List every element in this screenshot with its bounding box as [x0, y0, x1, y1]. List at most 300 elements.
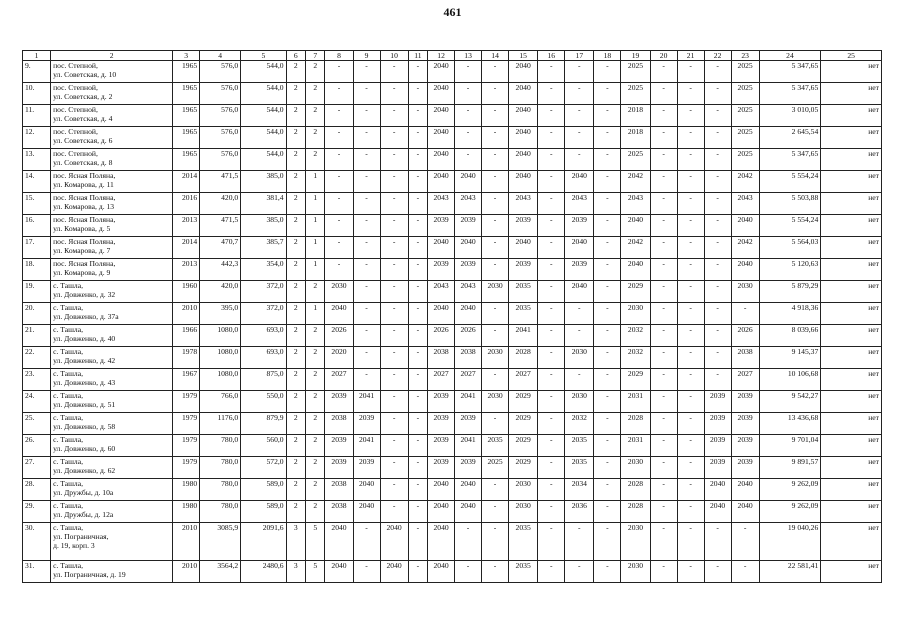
cell-col-17: -	[565, 561, 594, 583]
cell-col-15: 2029	[509, 435, 538, 457]
address-line: ул. Довженко, д. 60	[53, 444, 116, 453]
column-header-23: 23	[731, 51, 759, 61]
cell-col-3: 1967	[173, 369, 200, 391]
cell-col-21: -	[677, 237, 704, 259]
address-cell	[51, 369, 173, 391]
cell-col-12: 2043	[428, 281, 455, 303]
cell-col-24: 10 106,68	[759, 369, 821, 391]
cell-col-5: 385,7	[241, 237, 286, 259]
cell-col-14: -	[482, 561, 509, 583]
cell-col-6: 2	[286, 281, 305, 303]
cell-col-8: 2040	[325, 523, 353, 561]
cell-col-5: 544,0	[241, 105, 286, 127]
cell-col-12: 2040	[428, 83, 455, 105]
table-row	[23, 83, 882, 105]
cell-col-23: 2025	[731, 105, 759, 127]
address-line: с. Ташла,	[53, 391, 83, 400]
cell-col-13: 2039	[455, 259, 482, 281]
cell-col-18: -	[594, 435, 621, 457]
cell-col-3: 2014	[173, 237, 200, 259]
cell-col-1: 25.	[23, 413, 51, 435]
cell-col-15: 2027	[509, 369, 538, 391]
cell-col-23: 2040	[731, 259, 759, 281]
address-line: с. Ташла,	[53, 523, 83, 532]
cell-col-7: 2	[306, 149, 325, 171]
cell-col-17: 2040	[565, 237, 594, 259]
cell-col-21: -	[677, 83, 704, 105]
cell-col-5: 2480,6	[241, 561, 286, 583]
cell-col-20: -	[650, 369, 677, 391]
cell-col-21: -	[677, 259, 704, 281]
column-header-10: 10	[380, 51, 408, 61]
cell-col-5: 385,0	[241, 171, 286, 193]
cell-col-19: 2028	[621, 501, 650, 523]
cell-col-7: 1	[306, 303, 325, 325]
cell-col-25: нет	[821, 171, 882, 193]
cell-col-8: 2040	[325, 561, 353, 583]
cell-col-7: 2	[306, 127, 325, 149]
cell-col-16: -	[538, 83, 565, 105]
cell-col-22: -	[704, 83, 731, 105]
cell-col-20: -	[650, 413, 677, 435]
cell-col-25: нет	[821, 281, 882, 303]
cell-col-8: -	[325, 149, 353, 171]
cell-col-16: -	[538, 435, 565, 457]
cell-col-21: -	[677, 347, 704, 369]
cell-col-21: -	[677, 325, 704, 347]
cell-col-6: 2	[286, 61, 305, 83]
cell-col-10: -	[380, 325, 408, 347]
cell-col-25: нет	[821, 127, 882, 149]
cell-col-8: -	[325, 83, 353, 105]
cell-col-6: 2	[286, 435, 305, 457]
cell-col-10: -	[380, 127, 408, 149]
cell-col-20: -	[650, 127, 677, 149]
cell-col-8: 2038	[325, 479, 353, 501]
cell-col-9: -	[353, 237, 380, 259]
cell-col-23: 2026	[731, 325, 759, 347]
cell-col-8: 2040	[325, 303, 353, 325]
cell-col-5: 560,0	[241, 435, 286, 457]
address-cell	[51, 479, 173, 501]
cell-col-1: 29.	[23, 501, 51, 523]
cell-col-24: 9 262,09	[759, 501, 821, 523]
cell-col-16: -	[538, 413, 565, 435]
cell-col-17: -	[565, 105, 594, 127]
cell-col-7: 2	[306, 347, 325, 369]
address-line: ул. Советская, д. 2	[53, 92, 113, 101]
cell-col-1: 12.	[23, 127, 51, 149]
cell-col-8: 2039	[325, 457, 353, 479]
cell-col-20: -	[650, 171, 677, 193]
cell-col-12: 2027	[428, 369, 455, 391]
cell-col-6: 2	[286, 347, 305, 369]
cell-col-9: -	[353, 83, 380, 105]
cell-col-21: -	[677, 61, 704, 83]
cell-col-9: -	[353, 193, 380, 215]
cell-col-18: -	[594, 325, 621, 347]
table-row	[23, 435, 882, 457]
cell-col-24: 9 145,37	[759, 347, 821, 369]
cell-col-23: 2039	[731, 457, 759, 479]
cell-col-14: -	[482, 501, 509, 523]
cell-col-5: 385,0	[241, 215, 286, 237]
cell-col-16: -	[538, 457, 565, 479]
cell-col-5: 544,0	[241, 83, 286, 105]
cell-col-24: 8 039,66	[759, 325, 821, 347]
column-header-18: 18	[594, 51, 621, 61]
cell-col-23: 2040	[731, 479, 759, 501]
cell-col-19: 2031	[621, 435, 650, 457]
cell-col-13: 2040	[455, 237, 482, 259]
cell-col-15: 2035	[509, 281, 538, 303]
address-cell	[51, 303, 173, 325]
cell-col-7: 1	[306, 193, 325, 215]
address-line: с. Ташла,	[53, 561, 83, 570]
cell-col-18: -	[594, 303, 621, 325]
address-line: ул. Пограничная,	[53, 532, 109, 541]
cell-col-17: 2040	[565, 171, 594, 193]
cell-col-22: -	[704, 369, 731, 391]
cell-col-4: 780,0	[200, 435, 241, 457]
cell-col-25: нет	[821, 61, 882, 83]
cell-col-20: -	[650, 105, 677, 127]
table-row	[23, 391, 882, 413]
cell-col-14: -	[482, 83, 509, 105]
cell-col-23: 2039	[731, 413, 759, 435]
cell-col-22: -	[704, 149, 731, 171]
cell-col-10: -	[380, 61, 408, 83]
cell-col-6: 3	[286, 523, 305, 561]
cell-col-6: 2	[286, 259, 305, 281]
address-cell	[51, 281, 173, 303]
cell-col-19: 2031	[621, 391, 650, 413]
cell-col-14: -	[482, 193, 509, 215]
cell-col-24: 4 918,36	[759, 303, 821, 325]
cell-col-20: -	[650, 61, 677, 83]
cell-col-22: -	[704, 237, 731, 259]
cell-col-12: 2040	[428, 303, 455, 325]
cell-col-5: 693,0	[241, 347, 286, 369]
address-line: с. Ташла,	[53, 479, 83, 488]
address-line: пос. Степной,	[53, 61, 98, 70]
cell-col-9: -	[353, 281, 380, 303]
cell-col-19: 2028	[621, 479, 650, 501]
cell-col-11: -	[408, 149, 427, 171]
cell-col-7: 2	[306, 61, 325, 83]
table-row	[23, 171, 882, 193]
cell-col-14: -	[482, 105, 509, 127]
cell-col-20: -	[650, 391, 677, 413]
cell-col-13: -	[455, 561, 482, 583]
cell-col-11: -	[408, 303, 427, 325]
cell-col-13: 2039	[455, 215, 482, 237]
cell-col-22: 2039	[704, 391, 731, 413]
cell-col-8: -	[325, 259, 353, 281]
cell-col-8: 2026	[325, 325, 353, 347]
address-cell	[51, 193, 173, 215]
cell-col-4: 766,0	[200, 391, 241, 413]
cell-col-7: 2	[306, 413, 325, 435]
column-header-15: 15	[509, 51, 538, 61]
cell-col-12: 2040	[428, 237, 455, 259]
cell-col-5: 354,0	[241, 259, 286, 281]
cell-col-12: 2038	[428, 347, 455, 369]
cell-col-4: 442,3	[200, 259, 241, 281]
cell-col-15: 2040	[509, 237, 538, 259]
cell-col-16: -	[538, 281, 565, 303]
cell-col-15: 2039	[509, 215, 538, 237]
cell-col-20: -	[650, 83, 677, 105]
cell-col-23: 2039	[731, 391, 759, 413]
cell-col-1: 16.	[23, 215, 51, 237]
cell-col-4: 576,0	[200, 105, 241, 127]
cell-col-6: 2	[286, 501, 305, 523]
address-line: пос. Ясная Поляна,	[53, 237, 116, 246]
cell-col-11: -	[408, 435, 427, 457]
cell-col-25: нет	[821, 369, 882, 391]
cell-col-25: нет	[821, 303, 882, 325]
cell-col-11: -	[408, 171, 427, 193]
cell-col-8: -	[325, 127, 353, 149]
cell-col-24: 5 120,63	[759, 259, 821, 281]
cell-col-15: 2040	[509, 149, 538, 171]
cell-col-6: 2	[286, 215, 305, 237]
cell-col-14: -	[482, 523, 509, 561]
cell-col-19: 2042	[621, 171, 650, 193]
cell-col-18: -	[594, 391, 621, 413]
cell-col-7: 2	[306, 325, 325, 347]
table-row	[23, 105, 882, 127]
cell-col-12: 2039	[428, 413, 455, 435]
cell-col-22: 2039	[704, 435, 731, 457]
table-row	[23, 303, 882, 325]
address-line: пос. Ясная Поляна,	[53, 193, 116, 202]
cell-col-24: 9 542,27	[759, 391, 821, 413]
cell-col-4: 1080,0	[200, 369, 241, 391]
cell-col-11: -	[408, 413, 427, 435]
cell-col-10: -	[380, 457, 408, 479]
cell-col-9: 2039	[353, 457, 380, 479]
cell-col-11: -	[408, 105, 427, 127]
address-line: ул. Комарова, д. 9	[53, 268, 111, 277]
cell-col-6: 2	[286, 369, 305, 391]
address-line: ул. Советская, д. 6	[53, 136, 113, 145]
address-cell	[51, 501, 173, 523]
cell-col-3: 2010	[173, 561, 200, 583]
cell-col-9: 2040	[353, 501, 380, 523]
cell-col-3: 1960	[173, 281, 200, 303]
cell-col-4: 576,0	[200, 127, 241, 149]
cell-col-1: 22.	[23, 347, 51, 369]
cell-col-12: 2040	[428, 105, 455, 127]
cell-col-17: -	[565, 61, 594, 83]
cell-col-20: -	[650, 435, 677, 457]
cell-col-8: -	[325, 193, 353, 215]
column-header-24: 24	[759, 51, 821, 61]
cell-col-9: -	[353, 369, 380, 391]
cell-col-10: -	[380, 347, 408, 369]
cell-col-10: -	[380, 83, 408, 105]
cell-col-23: 2040	[731, 215, 759, 237]
cell-col-24: 5 564,03	[759, 237, 821, 259]
cell-col-7: 2	[306, 105, 325, 127]
address-line: ул. Дружбы, д. 12а	[53, 510, 114, 519]
cell-col-12: 2026	[428, 325, 455, 347]
cell-col-3: 1965	[173, 149, 200, 171]
cell-col-10: -	[380, 501, 408, 523]
cell-col-19: 2030	[621, 561, 650, 583]
cell-col-4: 395,0	[200, 303, 241, 325]
address-cell	[51, 347, 173, 369]
address-line: пос. Ясная Поляна,	[53, 215, 116, 224]
cell-col-20: -	[650, 193, 677, 215]
cell-col-3: 1978	[173, 347, 200, 369]
cell-col-10: 2040	[380, 523, 408, 561]
cell-col-3: 1965	[173, 127, 200, 149]
address-line: с. Ташла,	[53, 413, 83, 422]
cell-col-23: 2042	[731, 237, 759, 259]
cell-col-17: -	[565, 303, 594, 325]
cell-col-12: 2039	[428, 391, 455, 413]
cell-col-11: -	[408, 237, 427, 259]
cell-col-8: 2039	[325, 435, 353, 457]
cell-col-17: 2036	[565, 501, 594, 523]
column-header-9: 9	[353, 51, 380, 61]
cell-col-17: 2030	[565, 347, 594, 369]
cell-col-14: 2030	[482, 281, 509, 303]
cell-col-14: -	[482, 369, 509, 391]
address-line: ул. Комарова, д. 11	[53, 180, 114, 189]
cell-col-19: 2025	[621, 83, 650, 105]
cell-col-24: 13 436,68	[759, 413, 821, 435]
cell-col-13: 2039	[455, 457, 482, 479]
cell-col-21: -	[677, 215, 704, 237]
cell-col-6: 2	[286, 237, 305, 259]
address-cell	[51, 391, 173, 413]
cell-col-7: 2	[306, 435, 325, 457]
cell-col-13: 2040	[455, 303, 482, 325]
cell-col-6: 2	[286, 303, 305, 325]
address-line: ул. Довженко, д. 40	[53, 334, 116, 343]
cell-col-5: 381,4	[241, 193, 286, 215]
cell-col-7: 2	[306, 281, 325, 303]
address-line: ул. Довженко, д. 43	[53, 378, 116, 387]
cell-col-18: -	[594, 83, 621, 105]
cell-col-4: 780,0	[200, 457, 241, 479]
cell-col-25: нет	[821, 435, 882, 457]
cell-col-6: 2	[286, 171, 305, 193]
cell-col-21: -	[677, 303, 704, 325]
cell-col-15: 2040	[509, 83, 538, 105]
address-line: пос. Степной,	[53, 83, 98, 92]
cell-col-19: 2025	[621, 61, 650, 83]
cell-col-15: 2040	[509, 171, 538, 193]
cell-col-11: -	[408, 523, 427, 561]
cell-col-17: 2040	[565, 281, 594, 303]
cell-col-22: -	[704, 61, 731, 83]
address-cell	[51, 435, 173, 457]
cell-col-7: 2	[306, 369, 325, 391]
cell-col-18: -	[594, 413, 621, 435]
table-row	[23, 369, 882, 391]
cell-col-9: 2040	[353, 479, 380, 501]
cell-col-4: 3564,2	[200, 561, 241, 583]
cell-col-12: 2040	[428, 61, 455, 83]
cell-col-8: -	[325, 215, 353, 237]
cell-col-18: -	[594, 215, 621, 237]
table-row	[23, 215, 882, 237]
cell-col-3: 1979	[173, 435, 200, 457]
cell-col-11: -	[408, 127, 427, 149]
cell-col-22: -	[704, 171, 731, 193]
cell-col-8: 2027	[325, 369, 353, 391]
cell-col-19: 2025	[621, 149, 650, 171]
address-cell	[51, 325, 173, 347]
cell-col-3: 2010	[173, 303, 200, 325]
cell-col-20: -	[650, 347, 677, 369]
address-cell	[51, 127, 173, 149]
cell-col-23: -	[731, 523, 759, 561]
cell-col-18: -	[594, 149, 621, 171]
cell-col-16: -	[538, 325, 565, 347]
cell-col-10: -	[380, 149, 408, 171]
cell-col-13: -	[455, 149, 482, 171]
cell-col-4: 576,0	[200, 61, 241, 83]
table-row	[23, 457, 882, 479]
cell-col-23: 2040	[731, 501, 759, 523]
cell-col-1: 11.	[23, 105, 51, 127]
cell-col-21: -	[677, 105, 704, 127]
table-row	[23, 259, 882, 281]
cell-col-8: 2030	[325, 281, 353, 303]
cell-col-8: 2038	[325, 413, 353, 435]
cell-col-23: 2025	[731, 61, 759, 83]
cell-col-6: 2	[286, 83, 305, 105]
cell-col-7: 1	[306, 171, 325, 193]
cell-col-1: 13.	[23, 149, 51, 171]
cell-col-23: 2043	[731, 193, 759, 215]
cell-col-9: -	[353, 149, 380, 171]
cell-col-18: -	[594, 105, 621, 127]
cell-col-3: 1980	[173, 501, 200, 523]
cell-col-11: -	[408, 259, 427, 281]
cell-col-15: 2035	[509, 561, 538, 583]
cell-col-25: нет	[821, 501, 882, 523]
cell-col-11: -	[408, 457, 427, 479]
cell-col-25: нет	[821, 193, 882, 215]
cell-col-10: -	[380, 259, 408, 281]
column-header-16: 16	[538, 51, 565, 61]
cell-col-5: 875,0	[241, 369, 286, 391]
cell-col-9: -	[353, 61, 380, 83]
cell-col-18: -	[594, 127, 621, 149]
cell-col-6: 2	[286, 127, 305, 149]
cell-col-9: 2041	[353, 435, 380, 457]
cell-col-13: -	[455, 61, 482, 83]
cell-col-3: 1965	[173, 61, 200, 83]
column-header-25: 25	[821, 51, 882, 61]
cell-col-8: -	[325, 237, 353, 259]
cell-col-25: нет	[821, 149, 882, 171]
cell-col-17: -	[565, 149, 594, 171]
cell-col-4: 471,5	[200, 215, 241, 237]
cell-col-7: 5	[306, 561, 325, 583]
cell-col-25: нет	[821, 561, 882, 583]
cell-col-10: -	[380, 193, 408, 215]
cell-col-21: -	[677, 479, 704, 501]
cell-col-19: 2030	[621, 523, 650, 561]
